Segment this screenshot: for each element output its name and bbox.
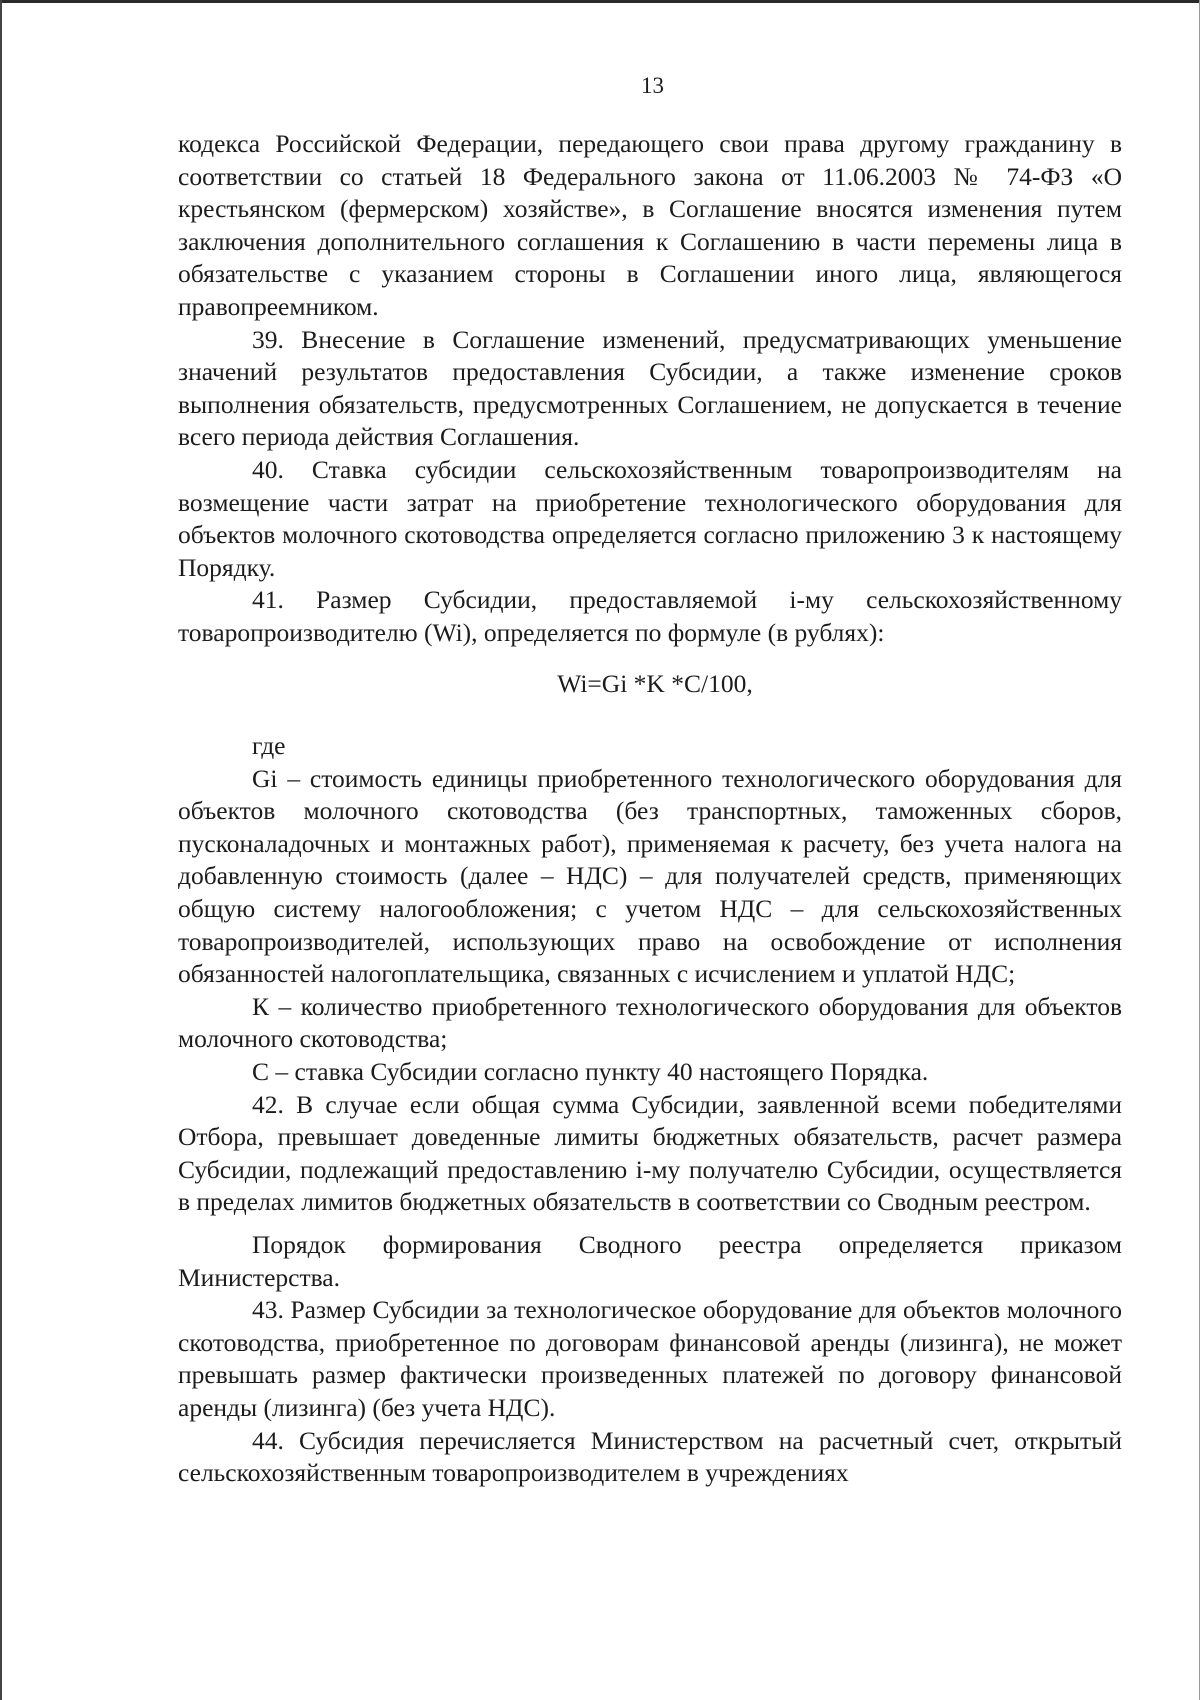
definition-gi: Gi – стоимость единицы приобретенного технологического оборудования для объектов молочного скотоводства (без транспортных, таможенных сборов, пусконаладочных и монтажных работ), применяемая к расчету, без учета налога на добавленную стоимость (далее – НДС) – для получателей средств, применяющих общую систему налогообложения; с учетом НДС – для сельскохозяйственных товаропроизводителей, использующих право на освобождение от исполнения обязанностей налогоплательщика, связанных с исчислением и уплатой НДС; <box>178 763 1122 989</box>
paragraph-continuation: кодекса Российской Федерации, передающего свои права другому гражданину в соответствии со статьей 18 Федерального закона от 11.06.2003 № 74-ФЗ «О крестьянском (фермерском) хозяйстве», в Соглашение вносятся изменения путем заключения дополнительного соглашения к Соглашению в части перемены лица в обязательстве с указанием стороны в Соглашении иного лица, являющегося правопреемником. <box>178 129 1122 321</box>
paragraph-registry-order: Порядок формирования Сводного реестра определяется приказом Министерства. <box>178 1230 1122 1292</box>
definition-c: С – ставка Субсидии согласно пункту 40 настоящего Порядка. <box>252 1057 929 1087</box>
paragraph-43: 43. Размер Субсидии за технологическое оборудование для объектов молочного скотоводства, приобретенное по договорам финансовой аренды (лизинга), не может превышать размер фактически произведенных платежей по договору финансовой аренды (лизинга) (без учета НДС). <box>178 1295 1122 1422</box>
paragraph-41: 41. Размер Субсидии, предоставляемой i-му сельскохозяйственному товаропроизводителю (Wi), определяется по формуле (в рублях): <box>178 585 1122 647</box>
formula: Wi=Gi *K *C/100, <box>557 668 753 698</box>
paragraph-44: 44. Субсидия перечисляется Министерством на расчетный счет, открытый сельскохозяйственным товаропроизводителем в учреждениях <box>178 1425 1122 1488</box>
page-number: 13 <box>641 73 664 98</box>
left-border-line <box>0 0 2 1700</box>
where-label: где <box>252 731 286 761</box>
document-body <box>178 128 1122 1490</box>
paragraph-39: 39. Внесение в Соглашение изменений, предусматривающих уменьшение значений результатов предоставления Субсидии, а также изменение сроков выполнения обязательств, предусмотренных Соглашением, не допускается в течение всего периода действия Соглашения. <box>178 324 1122 452</box>
definition-k: К – количество приобретенного технологического оборудования для объектов молочного скотоводства; <box>178 991 1122 1054</box>
paragraph-42: 42. В случае если общая сумма Субсидии, заявленной всеми победителями Отбора, превышает доведенные лимиты бюджетных обязательств, расчет размера Субсидии, подлежащий предоставлению i-му получателю Субсидии, осуществляется в пределах лимитов бюджетных обязательств в соответствии со Сводным реестром. <box>178 1089 1122 1217</box>
paragraph-40: 40. Ставка субсидии сельскохозяйственным товаропроизводителям на возмещение части затрат на приобретение технологического оборудования для объектов молочного скотоводства определяется согласно приложению 3 к настоящему Порядку. <box>178 454 1122 582</box>
top-border-line <box>0 0 1200 3</box>
